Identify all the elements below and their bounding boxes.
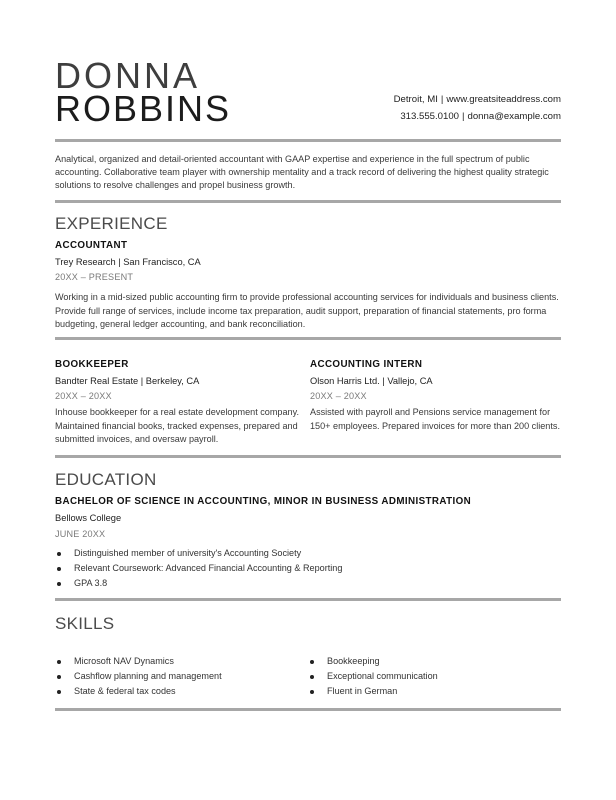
list-item: Microsoft NAV Dynamics bbox=[55, 654, 222, 669]
job-company: Bandter Real Estate | Berkeley, CA bbox=[55, 376, 200, 386]
divider-rule bbox=[55, 139, 561, 142]
job-title: ACCOUNTING INTERN bbox=[310, 359, 423, 370]
job-company: Trey Research | San Francisco, CA bbox=[55, 257, 201, 267]
contact-separator: | bbox=[440, 94, 444, 105]
contact-line-1 bbox=[394, 95, 561, 105]
bullet-icon bbox=[310, 660, 314, 664]
email-link[interactable]: donna@example.com bbox=[467, 111, 561, 122]
list-item: State & federal tax codes bbox=[55, 684, 222, 699]
education-heading: EDUCATION bbox=[55, 470, 157, 489]
divider-rule bbox=[55, 455, 561, 458]
divider-rule bbox=[55, 337, 561, 340]
job-dates: 20XX – 20XX bbox=[55, 391, 112, 401]
job-title: BOOKKEEPER bbox=[55, 359, 129, 370]
resume-page bbox=[55, 0, 561, 800]
list-item: Fluent in German bbox=[308, 684, 438, 699]
last-name: ROBBINS bbox=[55, 88, 232, 129]
summary-text: Analytical, organized and detail-oriented accountant with GAAP expertise and experience in the full spectrum of public accounting. Collaborative team player with ownership mentality and a track record of delivering the highest quality strategic solutions to resolve challenges and propel business growth. bbox=[55, 154, 549, 190]
skills-heading: SKILLS bbox=[55, 614, 115, 633]
skills-list-left bbox=[55, 654, 222, 699]
skills-list-right bbox=[308, 654, 438, 699]
bullet-icon bbox=[57, 552, 61, 556]
bullet-icon bbox=[310, 690, 314, 694]
job-company: Olson Harris Ltd. | Vallejo, CA bbox=[310, 376, 433, 386]
bullet-icon bbox=[57, 660, 61, 664]
bullet-icon bbox=[57, 675, 61, 679]
location: Detroit, MI bbox=[393, 94, 438, 105]
list-item: Exceptional communication bbox=[308, 669, 438, 684]
phone: 313.555.0100 bbox=[400, 111, 460, 122]
degree-title: BACHELOR OF SCIENCE IN ACCOUNTING, MINOR IN BUSINESS ADMINISTRATION bbox=[55, 496, 472, 507]
list-item: Bookkeeping bbox=[308, 654, 438, 669]
job-description: Assisted with payroll and Pensions service management for 150+ employees. Prepared invoices for more than 200 clients. bbox=[310, 407, 560, 431]
contact-line-2 bbox=[400, 112, 561, 122]
list-item: GPA 3.8 bbox=[55, 576, 342, 591]
job-description: Inhouse bookkeeper for a real estate development company. Maintained financial books, tracked expenses, prepared and submitted invoices, and oversaw payroll. bbox=[55, 407, 299, 444]
divider-rule bbox=[55, 708, 561, 711]
list-item: Cashflow planning and management bbox=[55, 669, 222, 684]
job-dates: 20XX – 20XX bbox=[310, 391, 367, 401]
divider-rule bbox=[55, 200, 561, 203]
bullet-icon bbox=[57, 567, 61, 571]
divider-rule bbox=[55, 598, 561, 601]
first-name: DONNA bbox=[55, 55, 201, 96]
job-description: Working in a mid-sized public accounting firm to provide professional accounting services for individuals and business clients. Provide full range of services, include income tax preparation, audit support, preparation of financial statements, pro forma budgeting, general ledger accounting, and bank reconciliation. bbox=[55, 292, 559, 329]
graduation-date: JUNE 20XX bbox=[55, 529, 106, 539]
bullet-icon bbox=[57, 582, 61, 586]
school-name: Bellows College bbox=[55, 513, 122, 523]
list-item: Distinguished member of university's Accounting Society bbox=[55, 546, 342, 561]
experience-heading: EXPERIENCE bbox=[55, 214, 168, 233]
job-title: ACCOUNTANT bbox=[55, 240, 128, 251]
website-link[interactable]: www.greatsiteaddress.com bbox=[446, 94, 561, 105]
list-item: Relevant Coursework: Advanced Financial Accounting & Reporting bbox=[55, 561, 342, 576]
job-dates: 20XX – PRESENT bbox=[55, 272, 134, 282]
bullet-icon bbox=[57, 690, 61, 694]
contact-separator: | bbox=[462, 111, 465, 122]
bullet-icon bbox=[310, 675, 314, 679]
education-list bbox=[55, 546, 342, 591]
